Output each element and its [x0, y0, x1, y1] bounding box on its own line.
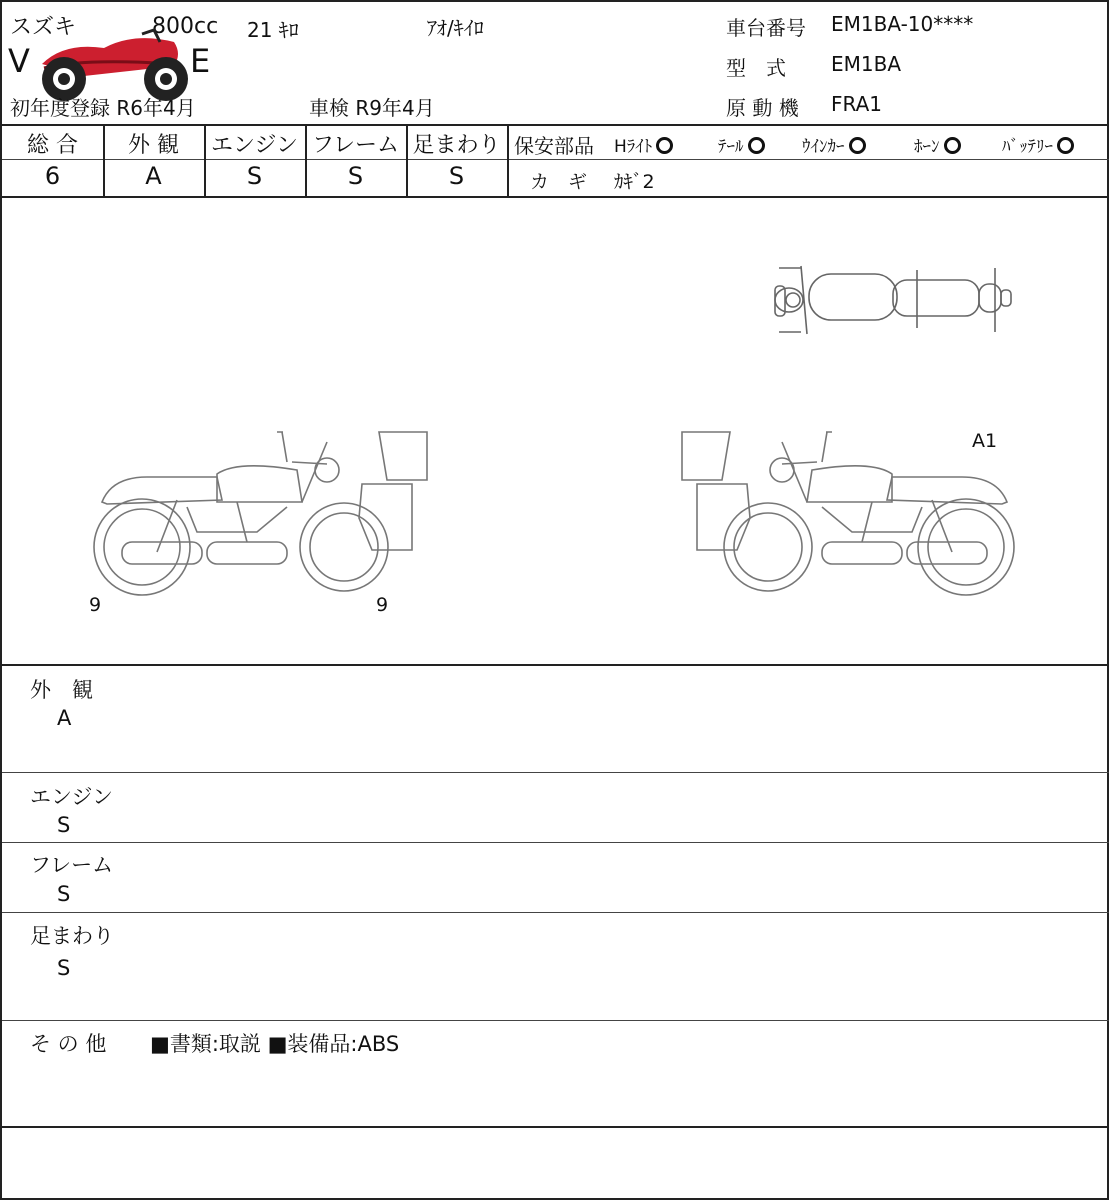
divider [2, 1126, 1109, 1128]
exterior-grade: A [145, 162, 162, 190]
damage-mark-rear: 9 [89, 594, 102, 616]
engine-model-label: 原 動 機 [726, 96, 799, 120]
exterior-section-title: 外 観 [30, 678, 93, 702]
divider [2, 1020, 1109, 1021]
safety-item-tail: ﾃｰﾙ [718, 132, 765, 157]
damage-mark-front: 9 [376, 594, 389, 616]
overall-value: 6 [44, 162, 61, 190]
suspension-label: 足まわり [412, 133, 501, 158]
safety-item-headlight: Hﾗｲﾄ [614, 132, 673, 157]
damage-mark-a1: A1 [972, 430, 998, 452]
exterior-label: 外 観 [128, 133, 179, 158]
divider [2, 842, 1109, 843]
top-view-diagram [767, 262, 1022, 340]
engine-section-value: S [57, 813, 71, 837]
frame-no-label: 車台番号 [726, 16, 806, 40]
divider [507, 124, 509, 197]
safety-item-horn: ﾎｰﾝ [914, 132, 961, 157]
safety-label: 保安部品 [514, 134, 594, 158]
ok-mark-icon [849, 137, 866, 154]
engine-grade: S [246, 162, 263, 190]
type-value: EM1BA [831, 52, 902, 76]
displacement: 800cc [152, 14, 219, 39]
frame-label: フレーム [311, 133, 400, 158]
exterior-section-value: A [57, 706, 72, 730]
divider [2, 912, 1109, 913]
ok-mark-icon [1057, 137, 1074, 154]
type-label: 型 式 [726, 56, 786, 80]
suspension-section-value: S [57, 956, 71, 980]
first-registration: 初年度登録 R6年4月 [10, 96, 196, 120]
engine-label: エンジン [211, 133, 298, 158]
model-name: V [8, 42, 30, 80]
ok-mark-icon [944, 137, 961, 154]
key-label: カ ギ [530, 171, 588, 193]
left-side-diagram [87, 422, 442, 607]
divider [2, 159, 1109, 160]
color: ｱｵ/ｷｲﾛ [427, 16, 484, 40]
divider [2, 664, 1109, 666]
ok-mark-icon [656, 137, 673, 154]
right-side-diagram [672, 422, 1022, 607]
engine-section-title: エンジン [30, 785, 113, 809]
frame-no: EM1BA-10**** [831, 12, 974, 36]
suspension-grade: S [448, 162, 465, 190]
other-section-value: ■書類:取説 ■装備品:ABS [150, 1032, 400, 1056]
divider [2, 772, 1109, 773]
safety-item-winker: ｳｲﾝｶｰ [802, 132, 866, 157]
engine-model-value: FRA1 [831, 92, 882, 116]
maker: スズキ [10, 15, 77, 40]
frame-section-value: S [57, 882, 71, 906]
other-section-title: そ の 他 [30, 1032, 107, 1056]
ok-mark-icon [748, 137, 765, 154]
frame-grade: S [347, 162, 364, 190]
divider [2, 196, 1109, 198]
frame-section-title: フレーム [30, 853, 114, 877]
suspension-section-title: 足まわり [30, 924, 114, 948]
safety-item-battery: ﾊﾞｯﾃﾘｰ [1002, 132, 1074, 157]
overall-label: 総 合 [27, 133, 78, 158]
key-value: ｶｷﾞ2 [614, 171, 655, 193]
divider [2, 124, 1109, 126]
inspection-date: 車検 R9年4月 [309, 96, 435, 120]
model-name-tail: E [190, 42, 211, 80]
mileage: 21 ｷﾛ [247, 18, 299, 42]
